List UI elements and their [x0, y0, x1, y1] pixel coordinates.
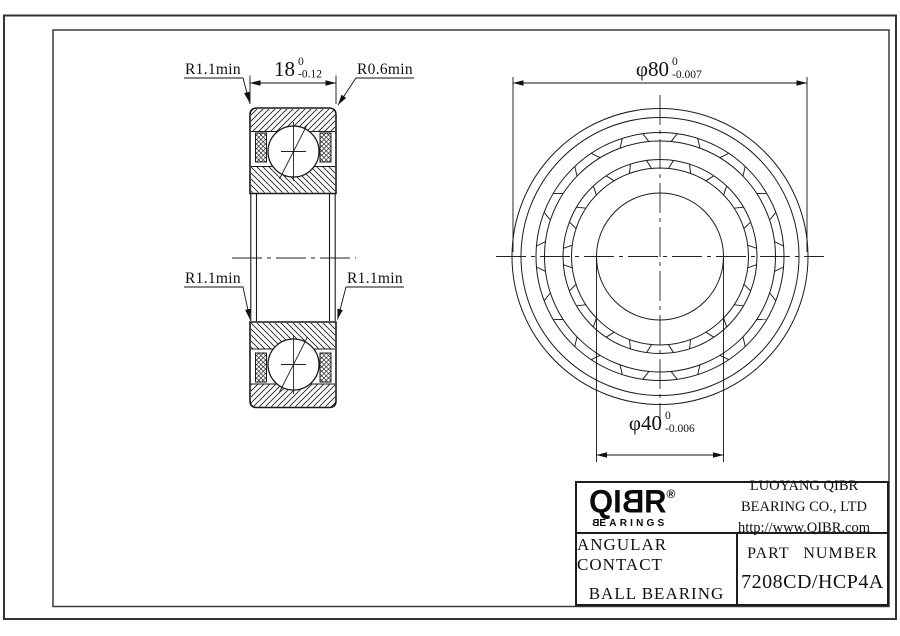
company-logo: [577, 482, 725, 529]
radius-label-top-right: [338, 61, 414, 105]
dim-width-tol-lower: -0.12: [298, 68, 322, 81]
radius-label-top-left: [184, 61, 250, 103]
pocket-edge-line: [770, 212, 776, 220]
pocket-edge-line: [643, 134, 649, 142]
pocket-edge-line: [724, 186, 727, 195]
pocket-edge-line: [734, 207, 743, 208]
leader-line: [338, 287, 405, 320]
pocket-edge-line: [576, 305, 585, 306]
pocket-edge-line: [606, 332, 614, 337]
pocket-edge-line: [593, 186, 596, 195]
dim-od-value: φ80: [635, 57, 669, 81]
pocket-edge-line: [576, 207, 585, 208]
title-block-header-row: [577, 477, 887, 537]
pocket-edge-line: [647, 160, 652, 168]
pocket-edge-line: [563, 265, 572, 268]
pocket-edge-line: [690, 164, 691, 173]
section-top-half: [250, 108, 336, 194]
pocket-edge-line: [748, 245, 757, 248]
dim-bore-tol-upper: 0: [665, 410, 671, 422]
pocket-edge-line: [671, 134, 677, 142]
company-name: LUOYANG QIBR BEARING CO., LTD: [741, 477, 867, 515]
pocket-edge-line: [744, 222, 751, 229]
product-line1: ANGULAR CONTACT: [577, 534, 668, 574]
cage-left: [256, 133, 267, 162]
pocket-edge-line: [744, 284, 751, 291]
company-website[interactable]: http://www.QIBR.com: [738, 520, 870, 537]
pocket-edge-line: [706, 332, 714, 337]
dim-od-tol-lower: -0.007: [672, 69, 702, 81]
dim-width-tol-upper: 0: [298, 56, 304, 68]
width-dimension: [250, 56, 336, 104]
pocket-edge-line: [720, 355, 729, 359]
cage-right: [320, 133, 331, 162]
bearing-front-view: [496, 56, 824, 462]
dim-bore-tol-lower: -0.006: [665, 423, 695, 435]
pocket-edge-line: [629, 340, 630, 349]
pocket-edge-line: [743, 166, 745, 176]
bearing-cross-section-view: [184, 56, 414, 408]
pocket-edge-line: [575, 337, 577, 347]
pocket-edge-line: [620, 365, 622, 375]
radius-label-mid-right: [338, 270, 405, 320]
title-block: [575, 477, 889, 606]
pocket-edge-line: [690, 340, 691, 349]
dim-width-value: 18: [274, 57, 295, 81]
pocket-edge-line: [775, 242, 784, 246]
pocket-edge-line: [544, 212, 550, 220]
pocket-edge-line: [770, 293, 776, 301]
product-type-cell: [577, 534, 738, 604]
pocket-edge-line: [591, 153, 600, 157]
pocket-edge-line: [671, 371, 677, 379]
pocket-edge-line: [544, 293, 550, 301]
cage-right: [320, 353, 331, 382]
dim-bore-value: φ40: [628, 411, 662, 435]
pocket-edge-line: [593, 318, 596, 327]
company-info: [725, 476, 887, 539]
radius-label-mid-left: [184, 270, 250, 320]
logo-subtext: BEARINGS: [589, 517, 668, 529]
title-block-bottom-row: [577, 534, 887, 604]
product-line2: BALL BEARING: [588, 583, 725, 603]
pocket-edge-line: [536, 242, 545, 246]
part-number-label: PART NUMBER: [747, 544, 878, 562]
pocket-edge-line: [629, 164, 630, 173]
registered-trademark-symbol: ®: [666, 486, 676, 501]
logo-wordmark: QIBR: [589, 482, 667, 520]
part-number-value: 7208CD/HCP4A: [741, 570, 884, 593]
pocket-edge-line: [647, 345, 652, 353]
pocket-edge-line: [734, 305, 743, 306]
section-bottom-half: [250, 322, 336, 408]
radius-label-text: R0.6min: [357, 61, 413, 78]
pocket-edge-line: [698, 138, 700, 148]
pocket-edge-line: [575, 166, 577, 176]
pocket-edge-line: [748, 265, 757, 268]
pocket-edge-line: [563, 245, 572, 248]
pocket-edge-line: [743, 337, 745, 347]
part-number-cell: [738, 534, 887, 604]
radius-label-text: R1.1min: [185, 61, 241, 78]
pocket-edge-line: [643, 371, 649, 379]
pocket-edge-line: [720, 153, 729, 157]
pocket-edge-line: [668, 345, 673, 353]
leader-line: [338, 78, 414, 105]
radius-label-text: R1.1min: [347, 270, 403, 287]
pocket-edge-line: [569, 222, 576, 229]
leader-line: [184, 78, 250, 103]
pocket-edge-line: [569, 284, 576, 291]
bore-lines: [251, 194, 335, 321]
pocket-edge-line: [536, 267, 545, 271]
leader-line: [184, 287, 250, 320]
pocket-edge-line: [698, 365, 700, 375]
radius-label-text: R1.1min: [185, 270, 241, 287]
pocket-edge-line: [775, 267, 784, 271]
pocket-edge-line: [606, 176, 614, 181]
pocket-edge-line: [668, 160, 673, 168]
pocket-edge-line: [591, 355, 600, 359]
cage-left: [256, 353, 267, 382]
pocket-edge-line: [706, 176, 714, 181]
dim-od-tol-upper: 0: [672, 56, 678, 68]
pocket-edge-line: [620, 138, 622, 148]
pocket-edge-line: [724, 318, 727, 327]
